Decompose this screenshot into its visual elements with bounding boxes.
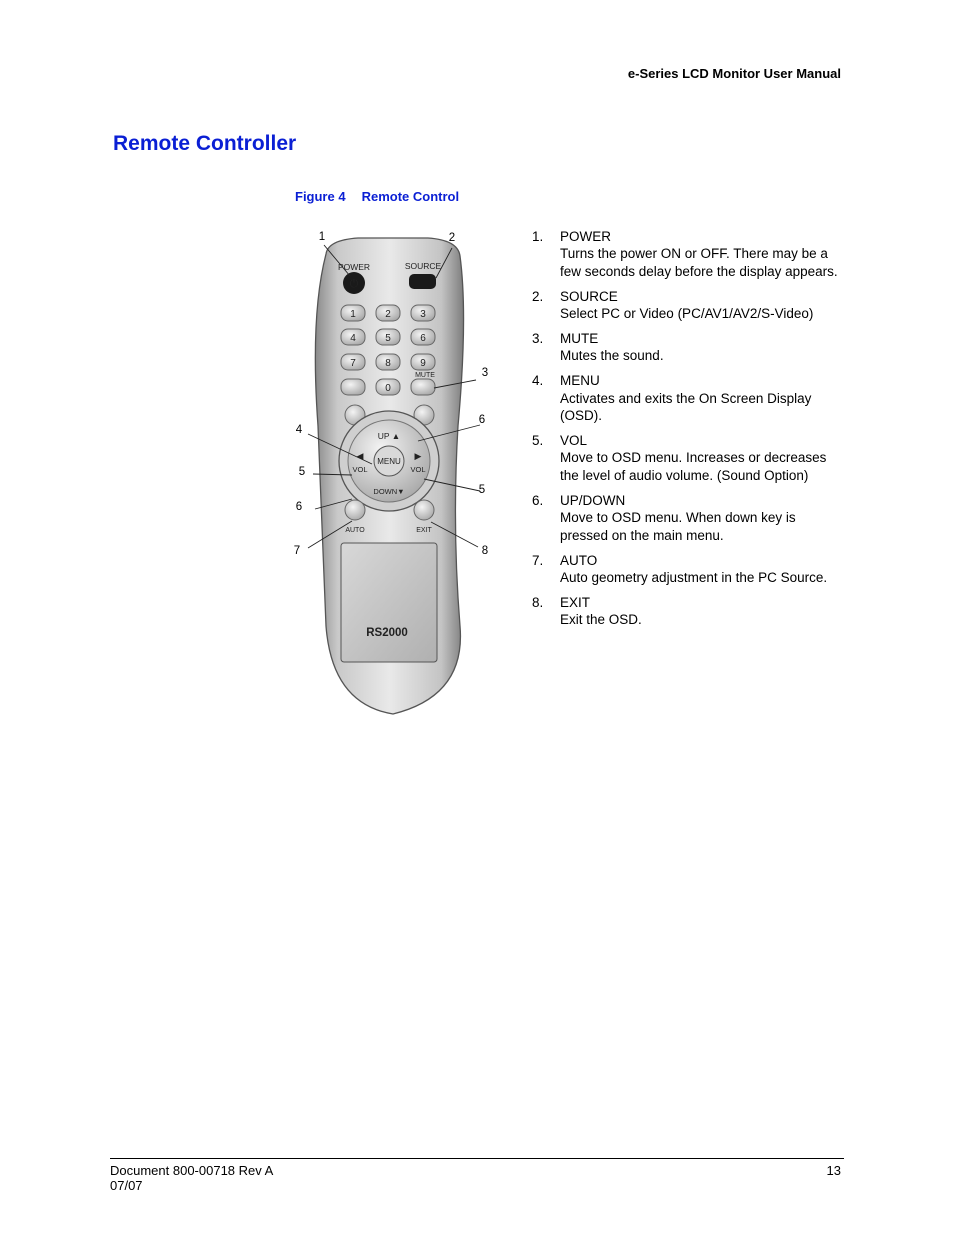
- power-key-label: POWER: [337, 262, 371, 272]
- vol-left-arrow-icon: ◀: [356, 451, 364, 461]
- digit-key-label: 1: [350, 309, 356, 320]
- callout-number: 4: [295, 424, 303, 436]
- digit-key-label: 7: [350, 358, 356, 369]
- item-description: Move to OSD menu. Increases or decreases the level of audio volume. (Sound Option): [560, 450, 827, 483]
- callout-number: 6: [295, 501, 303, 513]
- callout-number: 3: [481, 367, 489, 379]
- item-term: MUTE: [560, 331, 599, 347]
- power-button[interactable]: [343, 272, 365, 294]
- callout-number: 1: [318, 231, 326, 243]
- item-term: AUTO: [560, 552, 598, 568]
- digit-key-6[interactable]: [411, 329, 435, 345]
- item-number: 7.: [532, 552, 544, 568]
- menu-key-label: MENU: [377, 457, 401, 466]
- digit-key-label: 4: [350, 333, 356, 344]
- source-key-label: SOURCE: [404, 261, 442, 271]
- source-button[interactable]: [409, 274, 436, 289]
- digit-key-label: 5: [385, 333, 391, 344]
- description-item: [532, 228, 842, 280]
- digit-key-2[interactable]: [376, 305, 400, 321]
- item-description: Auto geometry adjustment in the PC Source.: [560, 569, 828, 585]
- digit-key-label: 0: [385, 383, 391, 394]
- footer-rule: [110, 1158, 844, 1159]
- callout-number: 5: [478, 484, 486, 496]
- description-item: [532, 432, 842, 484]
- callout-number: 8: [481, 545, 489, 557]
- item-term: MENU: [560, 373, 600, 389]
- digit-key-label: 8: [385, 358, 391, 369]
- footer-document-info: [110, 1163, 273, 1193]
- running-header: e-Series LCD Monitor User Manual: [627, 66, 841, 81]
- page-number: 13: [826, 1163, 841, 1178]
- item-number: 3.: [532, 331, 544, 347]
- description-item: [532, 372, 842, 424]
- up-key-label: UP ▲: [377, 431, 401, 441]
- figure-caption: [295, 189, 459, 204]
- digit-key-label: 2: [385, 309, 391, 320]
- callout-number: 6: [478, 414, 486, 426]
- vol-left-key-label: VOL: [352, 465, 368, 474]
- item-description: Mutes the sound.: [560, 348, 664, 364]
- item-number: 8.: [532, 594, 544, 610]
- exit-key-label: EXIT: [416, 527, 432, 534]
- callout-number: 7: [293, 545, 301, 557]
- auto-key-label: AUTO: [345, 527, 365, 534]
- vol-right-arrow-icon: ▶: [414, 451, 422, 461]
- digit-key-7[interactable]: [341, 354, 365, 370]
- description-item: [532, 594, 842, 629]
- item-term: POWER: [560, 229, 612, 244]
- power-icon: ⏻: [349, 278, 359, 290]
- figure-number: Figure 4: [295, 189, 346, 204]
- description-item: [532, 492, 842, 544]
- item-term: VOL: [560, 433, 588, 449]
- digit-key-4[interactable]: [341, 329, 365, 345]
- vol-right-key-label: VOL: [410, 465, 426, 474]
- remote-control-figure: [288, 226, 500, 726]
- item-description: Exit the OSD.: [560, 612, 642, 628]
- digit-key-label: 9: [420, 358, 426, 369]
- section-title: Remote Controller: [113, 132, 297, 155]
- item-description: Turns the power ON or OFF. There may be a few seconds delay before the display appears.: [560, 246, 838, 279]
- exit-button[interactable]: [414, 500, 434, 520]
- mute-button[interactable]: [411, 379, 435, 395]
- item-number: 4.: [532, 373, 544, 389]
- document-date: 07/07: [110, 1178, 143, 1193]
- description-item: [532, 330, 842, 365]
- digit-key-9[interactable]: [411, 354, 435, 370]
- digit-key-8[interactable]: [376, 354, 400, 370]
- digit-key-3[interactable]: [411, 305, 435, 321]
- item-term: UP/DOWN: [560, 492, 626, 508]
- auto-button[interactable]: [345, 500, 365, 520]
- down-key-label: DOWN▼: [373, 487, 405, 496]
- item-description: Activates and exits the On Screen Display (OSD).: [560, 390, 812, 424]
- item-number: 2.: [532, 288, 544, 304]
- callout-number: 2: [448, 232, 456, 244]
- item-description: Select PC or Video (PC/AV1/AV2/S-Video): [560, 306, 814, 322]
- label-window: [341, 543, 437, 662]
- digit-key-5[interactable]: [376, 329, 400, 345]
- document-number: Document 800-00718 Rev A: [110, 1163, 274, 1178]
- model-label: RS2000: [366, 627, 408, 639]
- item-number: 5.: [532, 433, 544, 449]
- description-item: [532, 288, 842, 323]
- digit-key-label: 6: [420, 333, 426, 344]
- item-term: SOURCE: [560, 288, 618, 304]
- digit-key-1[interactable]: [341, 305, 365, 321]
- figure-title: Remote Control: [361, 189, 460, 204]
- item-number: 1.: [532, 229, 544, 244]
- digit-key-label: 3: [420, 309, 426, 320]
- mute-key-label: MUTE: [415, 372, 435, 379]
- item-number: 6.: [532, 492, 544, 508]
- item-term: EXIT: [560, 594, 591, 610]
- callout-number: 5: [298, 466, 306, 478]
- item-description: Move to OSD menu. When down key is pressed on the main menu.: [560, 510, 796, 543]
- remote-control-illustration: [288, 226, 500, 726]
- digit-key-0[interactable]: [376, 379, 400, 395]
- blank-key[interactable]: [341, 379, 365, 395]
- description-item: [532, 552, 842, 587]
- remote-key-descriptions: [532, 228, 842, 636]
